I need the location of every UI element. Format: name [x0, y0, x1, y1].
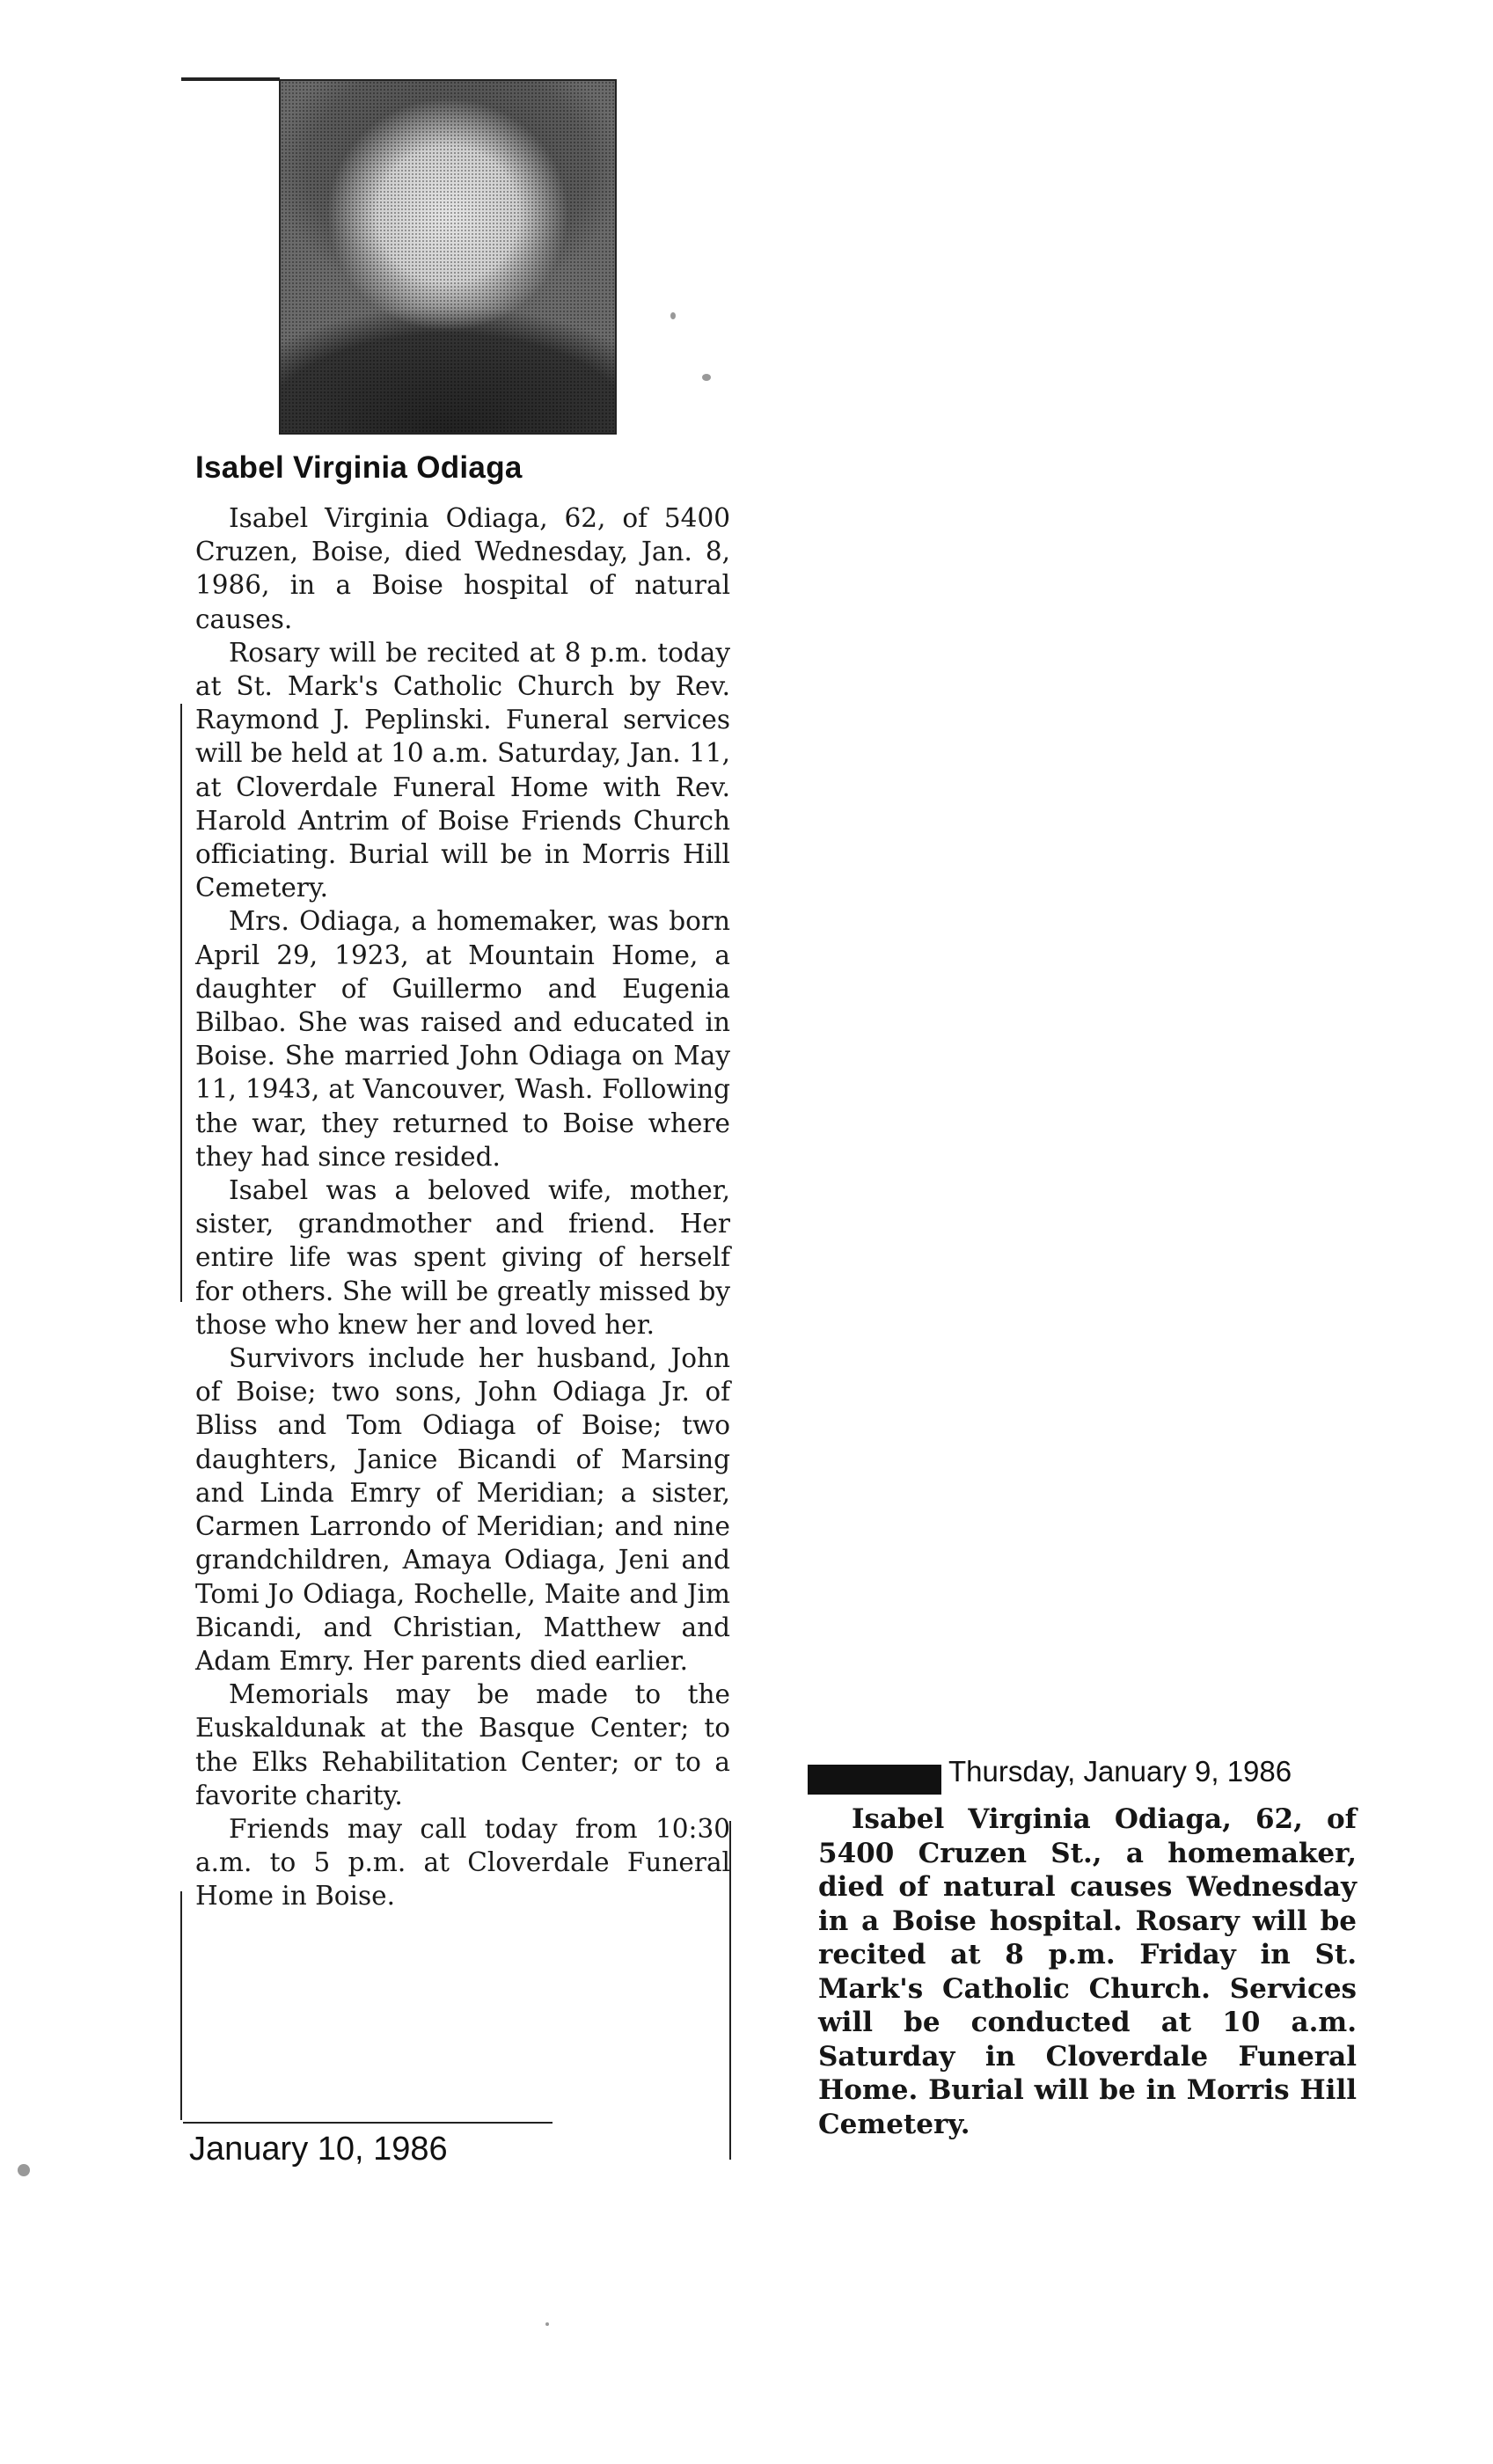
scan-speck [702, 374, 711, 381]
death-notice-name: Isabel Virginia Odiaga, 62, [852, 1803, 1303, 1835]
clipping-dateline-2: Thursday, January 9, 1986 [948, 1755, 1292, 1788]
portrait-photo [279, 79, 617, 435]
death-notice-paragraph [818, 1802, 1357, 2141]
scan-speck [545, 2322, 549, 2326]
masthead-black-bar [808, 1765, 941, 1795]
clipping-top-rule [181, 77, 280, 81]
obituary-paragraph: Isabel Virginia Odiaga, 62, of 5400 Cruzen, Boise, died Wednesday, Jan. 8, 1986, in a Boise hospital of natural causes. [195, 503, 730, 634]
column-left-rule-lower [180, 1891, 182, 2120]
obituary-paragraph: Isabel was a beloved wife, mother, sister, grandmother and friend. Her entire life was spent giving of herself for others. She will be greatly missed by those who knew her and loved her. [195, 1175, 730, 1340]
obituary-paragraph: Memorials may be made to the Euskaldunak at the Basque Center; to the Elks Rehabilitation Center; or to a favorite charity. [195, 1679, 730, 1810]
scan-speck [18, 2164, 30, 2176]
obituary-paragraph: Survivors include her husband, John of Boise; two sons, John Odiaga Jr. of Bliss and Tom Odiaga of Boise; two daughters, Janice Bicandi of Marsing and Linda Emry of Meridian; a sister, Carmen Larrondo of Meridian; and nine grandchildren, Amaya Odiaga, Jeni and Tomi Jo Odiaga, Rochelle, Maite and Jim Bicandi, and Christian, Matthew and Adam Emry. Her parents died earlier. [195, 1343, 730, 1676]
scan-speck [670, 312, 676, 319]
dateline-rule [183, 2122, 553, 2124]
death-notice [818, 1802, 1357, 2141]
obituary-paragraph: Mrs. Odiaga, a homemaker, was born April 29, 1923, at Mountain Home, a daughter of Guillermo and Eugenia Bilbao. She was raised and educated in Boise. She married John Odiaga on May 11, 1943, at Vancouver, Wash. Following the war, they returned to Boise where they had since resided. [195, 906, 730, 1172]
column-left-rule [180, 704, 182, 1302]
obituary-paragraph: Friends may call today from 10:30 a.m. to 5 p.m. at Cloverdale Funeral Home in Boise. [195, 1813, 730, 1912]
death-notice-text: of 5400 Cruzen St., a homemaker, died of natural causes Wednesday in a Boise hospital. Rosary will be recited at 8 p.m. Friday in St. Mark's Catholic Church. Services will be conducted at 10 a.m. Saturday in Cloverdale Funeral Home. Burial will be in Morris Hill Cemetery. [818, 1803, 1357, 2140]
obituary-body [195, 501, 730, 1913]
obituary-paragraph: Rosary will be recited at 8 p.m. today at St. Mark's Catholic Church by Rev. Raymond J. Peplinski. Funeral services will be held at 10 a.m. Saturday, Jan. 11, at Cloverdale Funeral Home with Rev. Harold Antrim of Boise Friends Church officiating. Burial will be in Morris Hill Cemetery. [195, 637, 730, 903]
clipping-dateline: January 10, 1986 [189, 2131, 448, 2168]
obituary-headline: Isabel Virginia Odiaga [195, 450, 523, 485]
